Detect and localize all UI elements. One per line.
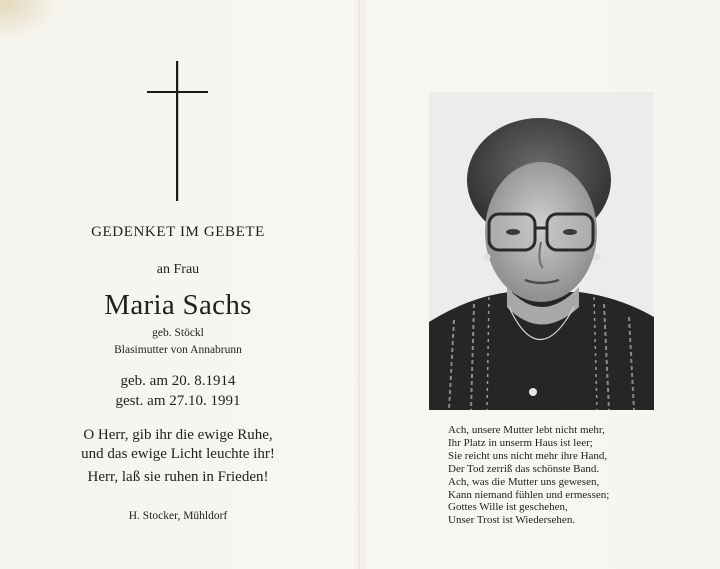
prayer-line: O Herr, gib ihr die ewige Ruhe,	[83, 427, 273, 443]
birth-name: geb. Stöckl	[152, 327, 204, 339]
poem-line: Ihr Platz in unserm Haus ist leer;	[448, 436, 593, 449]
salutation: an Frau	[156, 262, 200, 277]
prayer-line: Herr, laß sie ruhen in Frieden!	[87, 469, 269, 485]
birth-date: geb. am 20. 8.1914	[120, 373, 236, 389]
role-line: Blasimutter von Annabrunn	[114, 344, 242, 356]
deceased-name: Maria Sachs	[104, 289, 252, 321]
poem-line: Unser Trost ist Wiedersehen.	[448, 514, 576, 527]
portrait-photo	[429, 92, 654, 410]
heading: GEDENKET IM GEBETE	[91, 224, 265, 240]
poem	[448, 424, 708, 527]
poem-line: Ach, unsere Mutter lebt nicht mehr,	[448, 424, 605, 436]
poem-line: Sie reicht uns nicht mehr ihre Hand,	[448, 449, 608, 462]
death-date: gest. am 27.10. 1991	[115, 393, 241, 409]
poem-line: Der Tod zerriß das schönste Band.	[448, 462, 600, 475]
poem-line: Ach, was die Mutter uns gewesen,	[448, 475, 600, 488]
poem-line: Gottes Wille ist geschehen,	[448, 501, 568, 514]
printer-credit: H. Stocker, Mühldorf	[128, 510, 228, 522]
prayer-line: und das ewige Licht leuchte ihr!	[81, 446, 275, 462]
poem-line: Kann niemand fühlen und ermessen;	[448, 488, 610, 501]
